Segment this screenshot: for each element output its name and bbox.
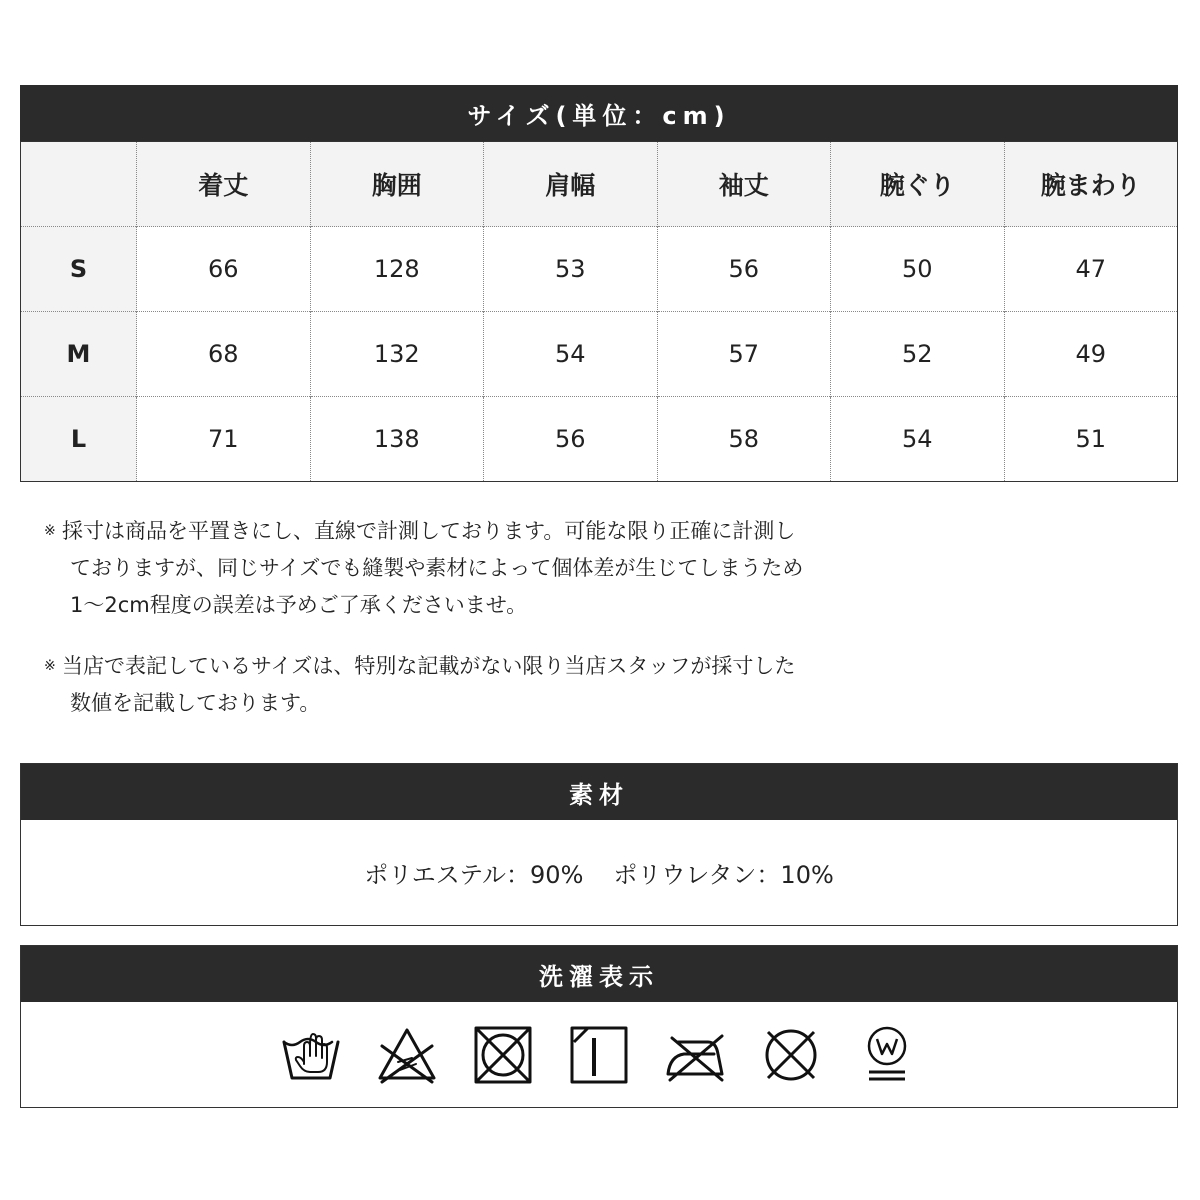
size-label-l: L xyxy=(21,397,137,482)
table-cell: 47 xyxy=(1004,227,1178,312)
note-mark: ※ xyxy=(44,523,56,539)
table-cell: 52 xyxy=(831,312,1005,397)
column-header-armhole: 腕ぐり xyxy=(831,142,1005,227)
table-row xyxy=(21,312,1178,397)
table-cell: 58 xyxy=(657,397,831,482)
column-header-arm-circumference: 腕まわり xyxy=(1004,142,1178,227)
size-section-title: サイズ(単位：cm) xyxy=(20,85,1178,141)
material-section xyxy=(20,763,1178,926)
note-line: 当店で表記しているサイズは、特別な記載がない限り当店スタッフが採寸した xyxy=(62,654,796,678)
size-table-corner xyxy=(21,142,137,227)
table-row xyxy=(21,227,1178,312)
material-composition xyxy=(21,820,1177,925)
column-header-chest: 胸囲 xyxy=(310,142,484,227)
table-cell: 132 xyxy=(310,312,484,397)
size-section xyxy=(20,85,1178,482)
size-table-header-row xyxy=(21,142,1178,227)
size-label-s: S xyxy=(21,227,137,312)
note-line: 採寸は商品を平置きにし、直線で計測しております。可能な限り正確に計測し xyxy=(62,519,796,543)
no-dry-clean-icon xyxy=(760,1024,822,1086)
hand-wash-icon xyxy=(280,1024,342,1086)
care-section-title: 洗濯表示 xyxy=(21,946,1177,1002)
no-tumble-dry-icon xyxy=(472,1024,534,1086)
note-size-source xyxy=(44,648,1144,722)
note-mark: ※ xyxy=(44,658,56,674)
size-label-m: M xyxy=(21,312,137,397)
material-item-polyester: ポリエステル：90% xyxy=(364,861,584,889)
table-row xyxy=(21,397,1178,482)
table-cell: 49 xyxy=(1004,312,1178,397)
note-line: ておりますが、同じサイズでも縫製や素材によって個体差が生じてしまうため xyxy=(70,556,804,580)
note-line: 1〜2cm程度の誤差は予めご了承くださいませ。 xyxy=(70,593,528,617)
table-cell: 51 xyxy=(1004,397,1178,482)
material-item-polyurethane: ポリウレタン：10% xyxy=(613,861,834,889)
care-symbols xyxy=(21,1002,1177,1107)
gentle-wet-clean-icon xyxy=(856,1024,918,1086)
table-cell: 56 xyxy=(657,227,831,312)
no-iron-icon xyxy=(664,1024,726,1086)
line-dry-icon xyxy=(568,1024,630,1086)
column-header-shoulder: 肩幅 xyxy=(484,142,658,227)
note-measurement-method xyxy=(44,513,1144,624)
table-cell: 128 xyxy=(310,227,484,312)
size-table xyxy=(20,141,1178,482)
table-cell: 54 xyxy=(484,312,658,397)
column-header-sleeve: 袖丈 xyxy=(657,142,831,227)
note-line: 数値を記載しております。 xyxy=(70,691,321,715)
table-cell: 50 xyxy=(831,227,1005,312)
table-cell: 68 xyxy=(137,312,311,397)
table-cell: 54 xyxy=(831,397,1005,482)
table-cell: 66 xyxy=(137,227,311,312)
table-cell: 56 xyxy=(484,397,658,482)
table-cell: 53 xyxy=(484,227,658,312)
material-section-title: 素材 xyxy=(21,764,1177,820)
measurement-notes xyxy=(44,513,1144,746)
table-cell: 138 xyxy=(310,397,484,482)
table-cell: 57 xyxy=(657,312,831,397)
column-header-length: 着丈 xyxy=(137,142,311,227)
no-bleach-icon xyxy=(376,1024,438,1086)
table-cell: 71 xyxy=(137,397,311,482)
care-section xyxy=(20,945,1178,1108)
